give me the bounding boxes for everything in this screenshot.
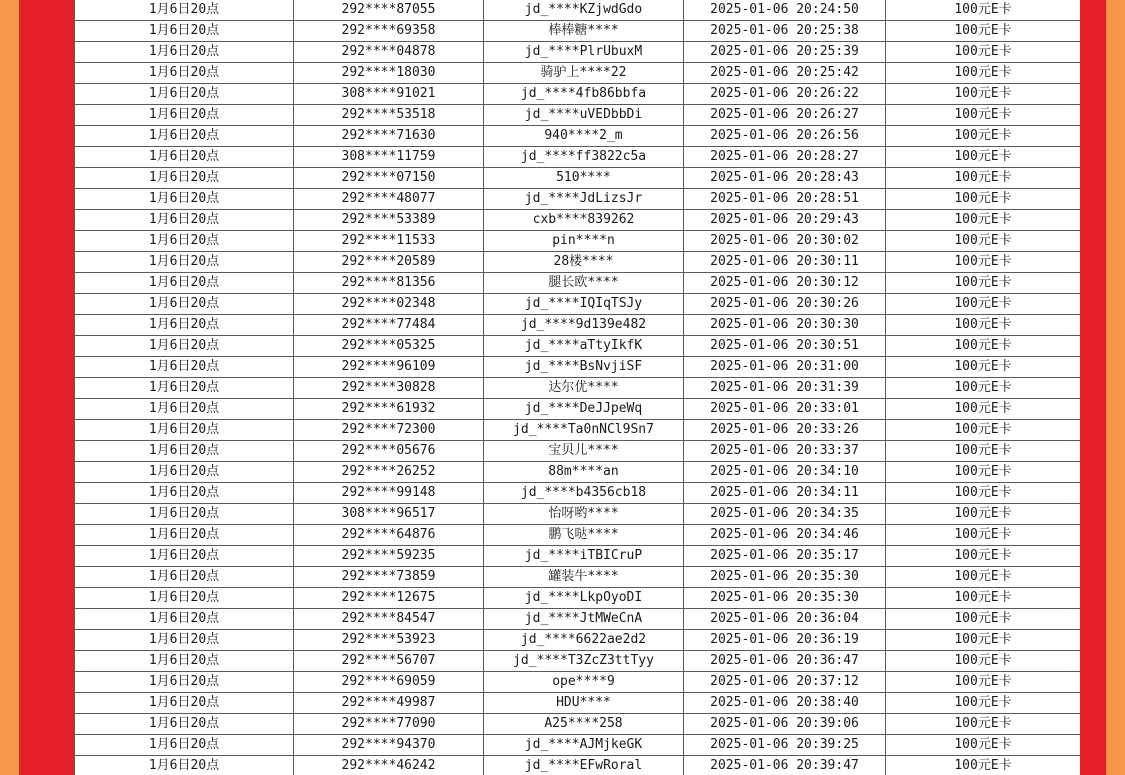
prize-cell: 100元E卡 (886, 189, 1081, 210)
account-cell: 292****12675 (294, 588, 484, 609)
table-row (75, 504, 1081, 525)
time-cell: 2025-01-06 20:28:27 (684, 147, 886, 168)
session-cell: 1月6日20点 (75, 630, 294, 651)
time-cell: 2025-01-06 20:37:12 (684, 672, 886, 693)
account-cell: 292****94370 (294, 735, 484, 756)
user-cell: 骑驴上****22 (484, 63, 684, 84)
user-cell: pin****n (484, 231, 684, 252)
time-cell: 2025-01-06 20:33:26 (684, 420, 886, 441)
user-cell: jd_****LkpOyoDI (484, 588, 684, 609)
table-row (75, 672, 1081, 693)
prize-cell: 100元E卡 (886, 63, 1081, 84)
table-row (75, 399, 1081, 420)
account-cell: 292****64876 (294, 525, 484, 546)
time-cell: 2025-01-06 20:39:06 (684, 714, 886, 735)
account-cell: 292****46242 (294, 756, 484, 775)
prize-cell: 100元E卡 (886, 357, 1081, 378)
time-cell: 2025-01-06 20:36:47 (684, 651, 886, 672)
session-cell: 1月6日20点 (75, 483, 294, 504)
user-cell: jd_****b4356cb18 (484, 483, 684, 504)
time-cell: 2025-01-06 20:33:01 (684, 399, 886, 420)
user-cell: jd_****iTBICruP (484, 546, 684, 567)
session-cell: 1月6日20点 (75, 651, 294, 672)
account-cell: 292****07150 (294, 168, 484, 189)
table-row (75, 189, 1081, 210)
time-cell: 2025-01-06 20:39:47 (684, 756, 886, 775)
table-row (75, 0, 1081, 21)
table-row (75, 126, 1081, 147)
table-row (75, 294, 1081, 315)
table-row (75, 693, 1081, 714)
prize-cell: 100元E卡 (886, 105, 1081, 126)
prize-cell: 100元E卡 (886, 273, 1081, 294)
session-cell: 1月6日20点 (75, 42, 294, 63)
prize-cell: 100元E卡 (886, 252, 1081, 273)
prize-cell: 100元E卡 (886, 588, 1081, 609)
account-cell: 292****49987 (294, 693, 484, 714)
table-row (75, 84, 1081, 105)
prize-cell: 100元E卡 (886, 462, 1081, 483)
prize-cell: 100元E卡 (886, 483, 1081, 504)
account-cell: 292****11533 (294, 231, 484, 252)
time-cell: 2025-01-06 20:30:12 (684, 273, 886, 294)
user-cell: 88m****an (484, 462, 684, 483)
time-cell: 2025-01-06 20:31:39 (684, 378, 886, 399)
table-row (75, 105, 1081, 126)
session-cell: 1月6日20点 (75, 105, 294, 126)
user-cell: jd_****6622ae2d2 (484, 630, 684, 651)
time-cell: 2025-01-06 20:30:02 (684, 231, 886, 252)
account-cell: 292****05325 (294, 336, 484, 357)
table-row (75, 378, 1081, 399)
user-cell: 鹏飞哒**** (484, 525, 684, 546)
user-cell: 腿长欧**** (484, 273, 684, 294)
time-cell: 2025-01-06 20:30:30 (684, 315, 886, 336)
session-cell: 1月6日20点 (75, 147, 294, 168)
table-row (75, 756, 1081, 775)
time-cell: 2025-01-06 20:28:43 (684, 168, 886, 189)
table-row (75, 252, 1081, 273)
account-cell: 292****87055 (294, 0, 484, 21)
account-cell: 292****69358 (294, 21, 484, 42)
user-cell: jd_****ff3822c5a (484, 147, 684, 168)
account-cell: 292****96109 (294, 357, 484, 378)
time-cell: 2025-01-06 20:34:46 (684, 525, 886, 546)
session-cell: 1月6日20点 (75, 336, 294, 357)
account-cell: 292****99148 (294, 483, 484, 504)
time-cell: 2025-01-06 20:26:27 (684, 105, 886, 126)
table-row (75, 735, 1081, 756)
user-cell: 28楼**** (484, 252, 684, 273)
session-cell: 1月6日20点 (75, 567, 294, 588)
time-cell: 2025-01-06 20:36:04 (684, 609, 886, 630)
table-row (75, 441, 1081, 462)
account-cell: 292****26252 (294, 462, 484, 483)
table-row (75, 357, 1081, 378)
prize-cell: 100元E卡 (886, 399, 1081, 420)
prize-cell: 100元E卡 (886, 147, 1081, 168)
account-cell: 292****84547 (294, 609, 484, 630)
account-cell: 292****77090 (294, 714, 484, 735)
time-cell: 2025-01-06 20:25:38 (684, 21, 886, 42)
session-cell: 1月6日20点 (75, 252, 294, 273)
time-cell: 2025-01-06 20:39:25 (684, 735, 886, 756)
time-cell: 2025-01-06 20:28:51 (684, 189, 886, 210)
time-cell: 2025-01-06 20:25:42 (684, 63, 886, 84)
table-row (75, 588, 1081, 609)
table-row (75, 63, 1081, 84)
prize-cell: 100元E卡 (886, 42, 1081, 63)
user-cell: jd_****uVEDbbDi (484, 105, 684, 126)
time-cell: 2025-01-06 20:34:11 (684, 483, 886, 504)
user-cell: 达尔优**** (484, 378, 684, 399)
account-cell: 292****53923 (294, 630, 484, 651)
prize-cell: 100元E卡 (886, 126, 1081, 147)
time-cell: 2025-01-06 20:24:50 (684, 0, 886, 21)
prize-cell: 100元E卡 (886, 315, 1081, 336)
session-cell: 1月6日20点 (75, 231, 294, 252)
user-cell: jd_****JdLizsJr (484, 189, 684, 210)
account-cell: 292****18030 (294, 63, 484, 84)
session-cell: 1月6日20点 (75, 21, 294, 42)
user-cell: jd_****IQIqTSJy (484, 294, 684, 315)
prize-cell: 100元E卡 (886, 210, 1081, 231)
time-cell: 2025-01-06 20:30:11 (684, 252, 886, 273)
account-cell: 292****30828 (294, 378, 484, 399)
account-cell: 292****81356 (294, 273, 484, 294)
user-cell: 940****2_m (484, 126, 684, 147)
prize-cell: 100元E卡 (886, 609, 1081, 630)
account-cell: 292****53389 (294, 210, 484, 231)
table-row (75, 714, 1081, 735)
time-cell: 2025-01-06 20:34:35 (684, 504, 886, 525)
time-cell: 2025-01-06 20:30:26 (684, 294, 886, 315)
table-row (75, 609, 1081, 630)
time-cell: 2025-01-06 20:36:19 (684, 630, 886, 651)
prize-cell: 100元E卡 (886, 672, 1081, 693)
table-row (75, 630, 1081, 651)
winners-table (74, 0, 1080, 775)
prize-cell: 100元E卡 (886, 378, 1081, 399)
prize-cell: 100元E卡 (886, 651, 1081, 672)
user-cell: jd_****4fb86bbfa (484, 84, 684, 105)
session-cell: 1月6日20点 (75, 693, 294, 714)
session-cell: 1月6日20点 (75, 399, 294, 420)
session-cell: 1月6日20点 (75, 126, 294, 147)
user-cell: 罐装牛**** (484, 567, 684, 588)
winners-sheet (74, 0, 1080, 775)
session-cell: 1月6日20点 (75, 315, 294, 336)
prize-cell: 100元E卡 (886, 0, 1081, 21)
account-cell: 308****11759 (294, 147, 484, 168)
session-cell: 1月6日20点 (75, 609, 294, 630)
session-cell: 1月6日20点 (75, 84, 294, 105)
prize-cell: 100元E卡 (886, 735, 1081, 756)
session-cell: 1月6日20点 (75, 504, 294, 525)
user-cell: 宝贝儿**** (484, 441, 684, 462)
user-cell: jd_****PlrUbuxM (484, 42, 684, 63)
prize-cell: 100元E卡 (886, 567, 1081, 588)
time-cell: 2025-01-06 20:35:30 (684, 567, 886, 588)
time-cell: 2025-01-06 20:35:17 (684, 546, 886, 567)
user-cell: jd_****9d139e482 (484, 315, 684, 336)
account-cell: 308****96517 (294, 504, 484, 525)
prize-cell: 100元E卡 (886, 714, 1081, 735)
table-row (75, 273, 1081, 294)
table-row (75, 42, 1081, 63)
session-cell: 1月6日20点 (75, 420, 294, 441)
session-cell: 1月6日20点 (75, 357, 294, 378)
prize-cell: 100元E卡 (886, 441, 1081, 462)
session-cell: 1月6日20点 (75, 273, 294, 294)
prize-cell: 100元E卡 (886, 525, 1081, 546)
session-cell: 1月6日20点 (75, 462, 294, 483)
account-cell: 292****05676 (294, 441, 484, 462)
prize-cell: 100元E卡 (886, 504, 1081, 525)
prize-cell: 100元E卡 (886, 630, 1081, 651)
user-cell: jd_****BsNvjiSF (484, 357, 684, 378)
account-cell: 292****61932 (294, 399, 484, 420)
table-row (75, 567, 1081, 588)
session-cell: 1月6日20点 (75, 546, 294, 567)
account-cell: 292****53518 (294, 105, 484, 126)
red-border-frame (19, 0, 1106, 775)
time-cell: 2025-01-06 20:33:37 (684, 441, 886, 462)
prize-cell: 100元E卡 (886, 21, 1081, 42)
session-cell: 1月6日20点 (75, 168, 294, 189)
prize-cell: 100元E卡 (886, 756, 1081, 775)
user-cell: jd_****aTtyIkfK (484, 336, 684, 357)
session-cell: 1月6日20点 (75, 525, 294, 546)
table-row (75, 21, 1081, 42)
prize-cell: 100元E卡 (886, 231, 1081, 252)
session-cell: 1月6日20点 (75, 588, 294, 609)
table-row (75, 168, 1081, 189)
user-cell: jd_****Ta0nNCl9Sn7 (484, 420, 684, 441)
account-cell: 292****72300 (294, 420, 484, 441)
prize-cell: 100元E卡 (886, 84, 1081, 105)
table-row (75, 483, 1081, 504)
user-cell: jd_****DeJJpeWq (484, 399, 684, 420)
prize-cell: 100元E卡 (886, 693, 1081, 714)
user-cell: jd_****AJMjkeGK (484, 735, 684, 756)
user-cell: jd_****KZjwdGdo (484, 0, 684, 21)
user-cell: ope****9 (484, 672, 684, 693)
account-cell: 308****91021 (294, 84, 484, 105)
table-row (75, 315, 1081, 336)
session-cell: 1月6日20点 (75, 735, 294, 756)
user-cell: 怡呀哟**** (484, 504, 684, 525)
table-row (75, 231, 1081, 252)
session-cell: 1月6日20点 (75, 189, 294, 210)
account-cell: 292****56707 (294, 651, 484, 672)
prize-cell: 100元E卡 (886, 420, 1081, 441)
account-cell: 292****73859 (294, 567, 484, 588)
time-cell: 2025-01-06 20:29:43 (684, 210, 886, 231)
session-cell: 1月6日20点 (75, 714, 294, 735)
session-cell: 1月6日20点 (75, 294, 294, 315)
session-cell: 1月6日20点 (75, 672, 294, 693)
time-cell: 2025-01-06 20:31:00 (684, 357, 886, 378)
account-cell: 292****77484 (294, 315, 484, 336)
account-cell: 292****71630 (294, 126, 484, 147)
account-cell: 292****48077 (294, 189, 484, 210)
account-cell: 292****69059 (294, 672, 484, 693)
user-cell: A25****258 (484, 714, 684, 735)
account-cell: 292****20589 (294, 252, 484, 273)
prize-cell: 100元E卡 (886, 546, 1081, 567)
table-row (75, 525, 1081, 546)
time-cell: 2025-01-06 20:38:40 (684, 693, 886, 714)
session-cell: 1月6日20点 (75, 63, 294, 84)
session-cell: 1月6日20点 (75, 378, 294, 399)
time-cell: 2025-01-06 20:26:22 (684, 84, 886, 105)
time-cell: 2025-01-06 20:35:30 (684, 588, 886, 609)
session-cell: 1月6日20点 (75, 0, 294, 21)
prize-cell: 100元E卡 (886, 336, 1081, 357)
user-cell: jd_****T3ZcZ3ttTyy (484, 651, 684, 672)
session-cell: 1月6日20点 (75, 210, 294, 231)
table-row (75, 336, 1081, 357)
user-cell: jd_****EFwRoral (484, 756, 684, 775)
account-cell: 292****59235 (294, 546, 484, 567)
user-cell: jd_****JtMWeCnA (484, 609, 684, 630)
user-cell: cxb****839262 (484, 210, 684, 231)
table-row (75, 462, 1081, 483)
session-cell: 1月6日20点 (75, 756, 294, 775)
prize-cell: 100元E卡 (886, 168, 1081, 189)
time-cell: 2025-01-06 20:30:51 (684, 336, 886, 357)
time-cell: 2025-01-06 20:26:56 (684, 126, 886, 147)
table-row (75, 546, 1081, 567)
prize-cell: 100元E卡 (886, 294, 1081, 315)
table-row (75, 651, 1081, 672)
time-cell: 2025-01-06 20:34:10 (684, 462, 886, 483)
session-cell: 1月6日20点 (75, 441, 294, 462)
winners-table-body (75, 0, 1081, 775)
account-cell: 292****04878 (294, 42, 484, 63)
table-row (75, 420, 1081, 441)
user-cell: 棒棒糖**** (484, 21, 684, 42)
table-row (75, 147, 1081, 168)
account-cell: 292****02348 (294, 294, 484, 315)
user-cell: HDU**** (484, 693, 684, 714)
user-cell: 510**** (484, 168, 684, 189)
table-row (75, 210, 1081, 231)
time-cell: 2025-01-06 20:25:39 (684, 42, 886, 63)
